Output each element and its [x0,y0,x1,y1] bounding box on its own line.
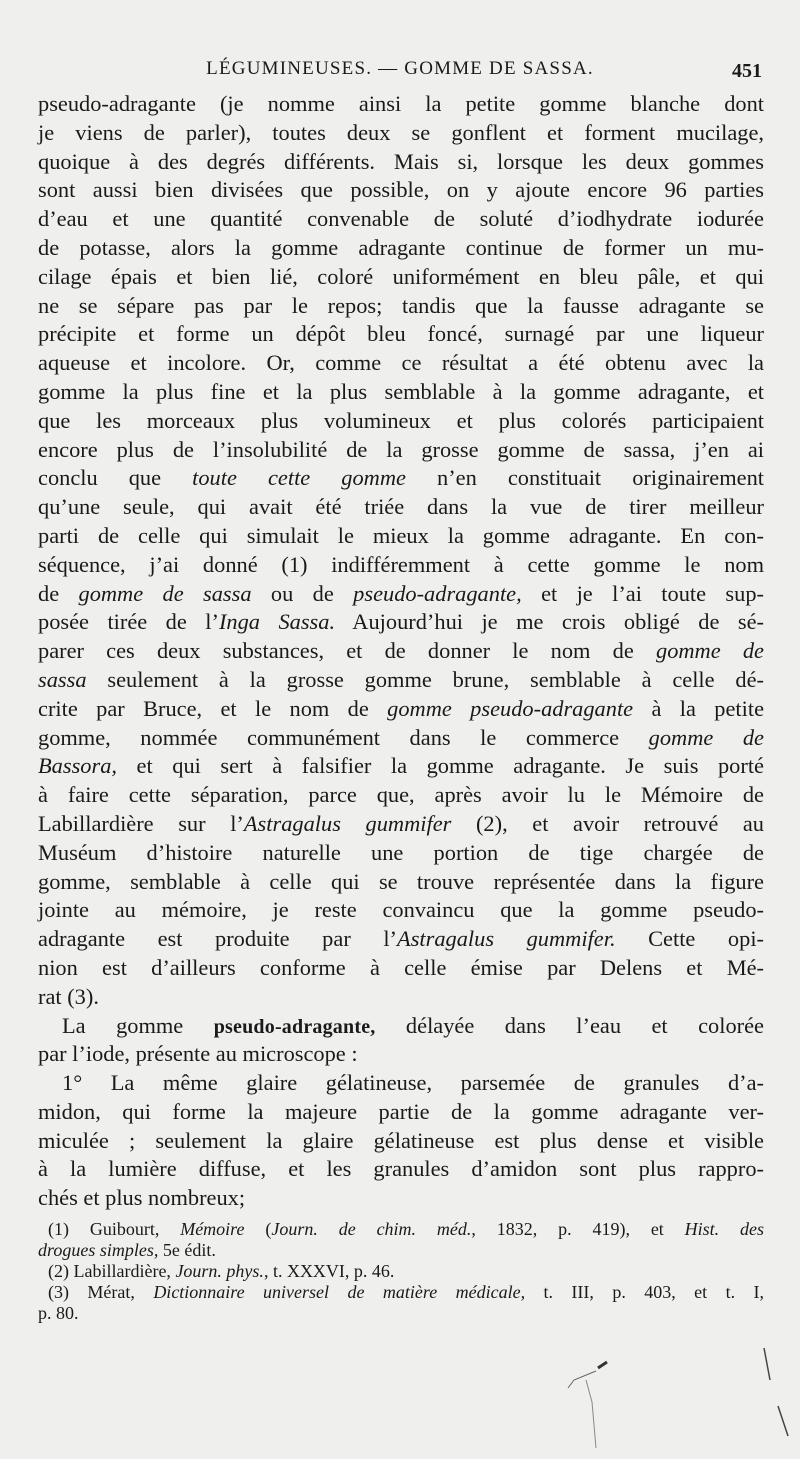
text-span: à la petite [633,695,765,721]
italic-span: toute cette gomme [192,465,406,491]
text-span: à la lumière diffuse, et les granules d’amidon sont plus rappro- [38,1156,764,1182]
text-line [38,724,764,753]
text-line [38,580,764,609]
text-span: La gomme [62,1012,214,1038]
text-span: de [38,580,79,606]
text-span: Labillardière sur l’ [38,810,244,836]
text-line [38,378,764,407]
text-line [38,205,764,234]
footnote-line [38,1240,764,1261]
text-span: midon, qui forme la majeure partie de la gomme adragante ver- [38,1098,764,1124]
text-line [38,436,764,465]
text-span: gomme, nommée communément dans le commerce [38,724,649,750]
text-span: ne se sépare pas par le repos; tandis que la fausse adragante se [38,292,764,318]
text-line [38,637,764,666]
text-span: sont aussi bien divisées que possible, on y ajoute encore 96 parties [38,177,764,203]
text-line [38,119,764,148]
text-line [38,407,764,436]
footnote-line [38,1261,764,1282]
italic-span: Mémoire [180,1219,245,1239]
italic-span: Bassora, [38,753,118,779]
text-line [38,493,764,522]
body-text [38,90,764,1213]
text-span: posée tirée de l’ [38,609,219,635]
text-span: à faire cette séparation, parce que, après avoir lu le Mémoire de [38,782,764,808]
text-span: cilage épais et bien lié, coloré uniformément en bleu pâle, et qui [38,263,764,289]
text-line [38,176,764,205]
text-span: rat (3). [38,983,99,1009]
text-span: et je l’ai toute sup- [521,580,764,606]
text-line [38,954,764,983]
text-line [38,1069,764,1098]
text-span: seulement à la grosse gomme brune, semblable à celle dé- [86,666,764,692]
text-span: t. III, p. 403, et t. I, [525,1282,764,1302]
text-line [38,551,764,580]
italic-span: pseudo-adragante, [353,580,522,606]
text-span: que les morceaux plus volumineux et plus colorés participaient [38,407,764,433]
text-span: Muséum d’histoire naturelle une portion de tige chargée de [38,839,764,865]
bold-span: pseudo-adragante, [213,1015,376,1038]
text-line [38,695,764,724]
text-line [38,234,764,263]
text-span: (3) Mérat, [48,1282,154,1302]
text-span: (2) Labillardière, [48,1261,176,1281]
text-line [38,983,764,1012]
italic-span: gomme de [656,638,764,664]
text-line [38,666,764,695]
text-span: n’en constituait originairement [405,465,764,491]
text-line [38,781,764,810]
text-line [38,349,764,378]
page-number: 451 [732,60,762,82]
text-span: chés et plus nombreux; [38,1185,246,1211]
text-line [38,1098,764,1127]
running-head: LÉGUMINEUSES. — GOMME DE SASSA. [206,58,594,79]
italic-span: gomme de sassa [78,580,252,606]
text-line [38,1184,764,1213]
text-span: parer ces deux substances, et de donner le nom de [38,638,656,664]
italic-span: Astragalus gummifer. [397,926,616,952]
text-span: précipite et forme un dépôt bleu foncé, surnagé par une liqueur [38,321,764,347]
footnote-line [38,1303,764,1324]
text-span: par l’iode, présente au microscope : [38,1041,358,1067]
text-line [38,608,764,637]
text-span: gomme la plus fine et la plus semblable à la gomme adragante, et [38,378,764,404]
text-line [38,320,764,349]
italic-span: Hist. des [684,1219,765,1239]
text-span: qu’une seule, qui avait été triée dans la vue de tirer meilleur [38,494,764,520]
text-span: p. 80. [38,1303,79,1323]
footnote-line [38,1282,764,1303]
text-span: pseudo-adragante (je nomme ainsi la petite gomme blanche dont [38,91,764,116]
italic-span: Journ. de chim. méd. [271,1219,472,1239]
text-span: jointe au mémoire, je reste convaincu que la gomme pseudo- [38,897,764,923]
text-span: encore plus de l’insolubilité de la grosse gomme de sassa, j’en ai [38,436,764,462]
text-span: quoique à des degrés différents. Mais si, lorsque les deux gommes [38,148,764,174]
text-line [38,522,764,551]
italic-span: Dictionnaire universel de matière médicale, [153,1282,526,1302]
text-span: je viens de parler), toutes deux se gonflent et forment mucilage, [38,119,764,145]
text-span: d’eau et une quantité convenable de soluté d’iodhydrate iodurée [38,206,764,232]
text-span: , t. XXXVI, p. 46. [263,1261,395,1281]
text-span: aqueuse et incolore. Or, comme ce résultat a été obtenu avec la [38,350,764,376]
text-span: (2), et avoir retrouvé au [451,810,764,836]
italic-span: Astragalus gummifer [243,810,452,836]
text-line [38,292,764,321]
text-line [38,868,764,897]
footnotes [38,1219,764,1324]
italic-span: gomme de [648,724,764,750]
text-line [38,810,764,839]
text-span: Cette opi- [615,926,765,952]
text-span: ou de [251,580,354,606]
text-span: conclu que [38,465,193,491]
text-line [38,839,764,868]
italic-span: sassa [38,666,87,692]
text-span: délayée dans l’eau et colorée [375,1012,764,1038]
text-line [38,752,764,781]
text-span: crite par Bruce, et le nom de [38,695,388,721]
italic-span: Journ. phys. [175,1261,264,1281]
text-line [38,925,764,954]
text-span: séquence, j’ai donné (1) indifféremment à cette gomme le nom [38,551,764,577]
text-span: et qui sert à falsifier la gomme adragante. Je suis porté [117,753,764,779]
margin-pencil-marks [0,1340,800,1459]
text-line [38,1127,764,1156]
text-span: 5e édit. [158,1240,216,1260]
footnote-line [38,1219,764,1240]
text-line [38,1012,764,1041]
text-line [38,896,764,925]
text-line [38,1155,764,1184]
text-span: ( [244,1219,272,1239]
page-header [0,58,800,86]
text-span: nion est d’ailleurs conforme à celle émise par Delens et Mé- [38,954,764,980]
text-span: gomme, semblable à celle qui se trouve représentée dans la figure [38,868,764,894]
text-line [38,263,764,292]
text-span: parti de celle qui simulait le mieux la gomme adragante. En con- [38,522,764,548]
italic-span: drogues simples, [38,1240,159,1260]
text-span: miculée ; seulement la glaire gélatineuse est plus dense et visible [38,1127,764,1153]
text-span: adragante est produite par l’ [38,926,398,952]
text-line [38,1040,764,1069]
text-line [38,464,764,493]
text-line [38,90,764,119]
text-span: de potasse, alors la gomme adragante continue de former un mu- [38,234,764,260]
text-line [38,148,764,177]
text-span: 1° La même glaire gélatineuse, parsemée de granules d’a- [62,1070,764,1096]
text-span: Aujourd’hui je me crois obligé de sé- [335,609,765,635]
italic-span: gomme pseudo-adragante [387,695,634,721]
text-span: , 1832, p. 419), et [471,1219,685,1239]
italic-span: Inga Sassa. [218,609,336,635]
text-span: (1) Guibourt, [48,1219,181,1239]
